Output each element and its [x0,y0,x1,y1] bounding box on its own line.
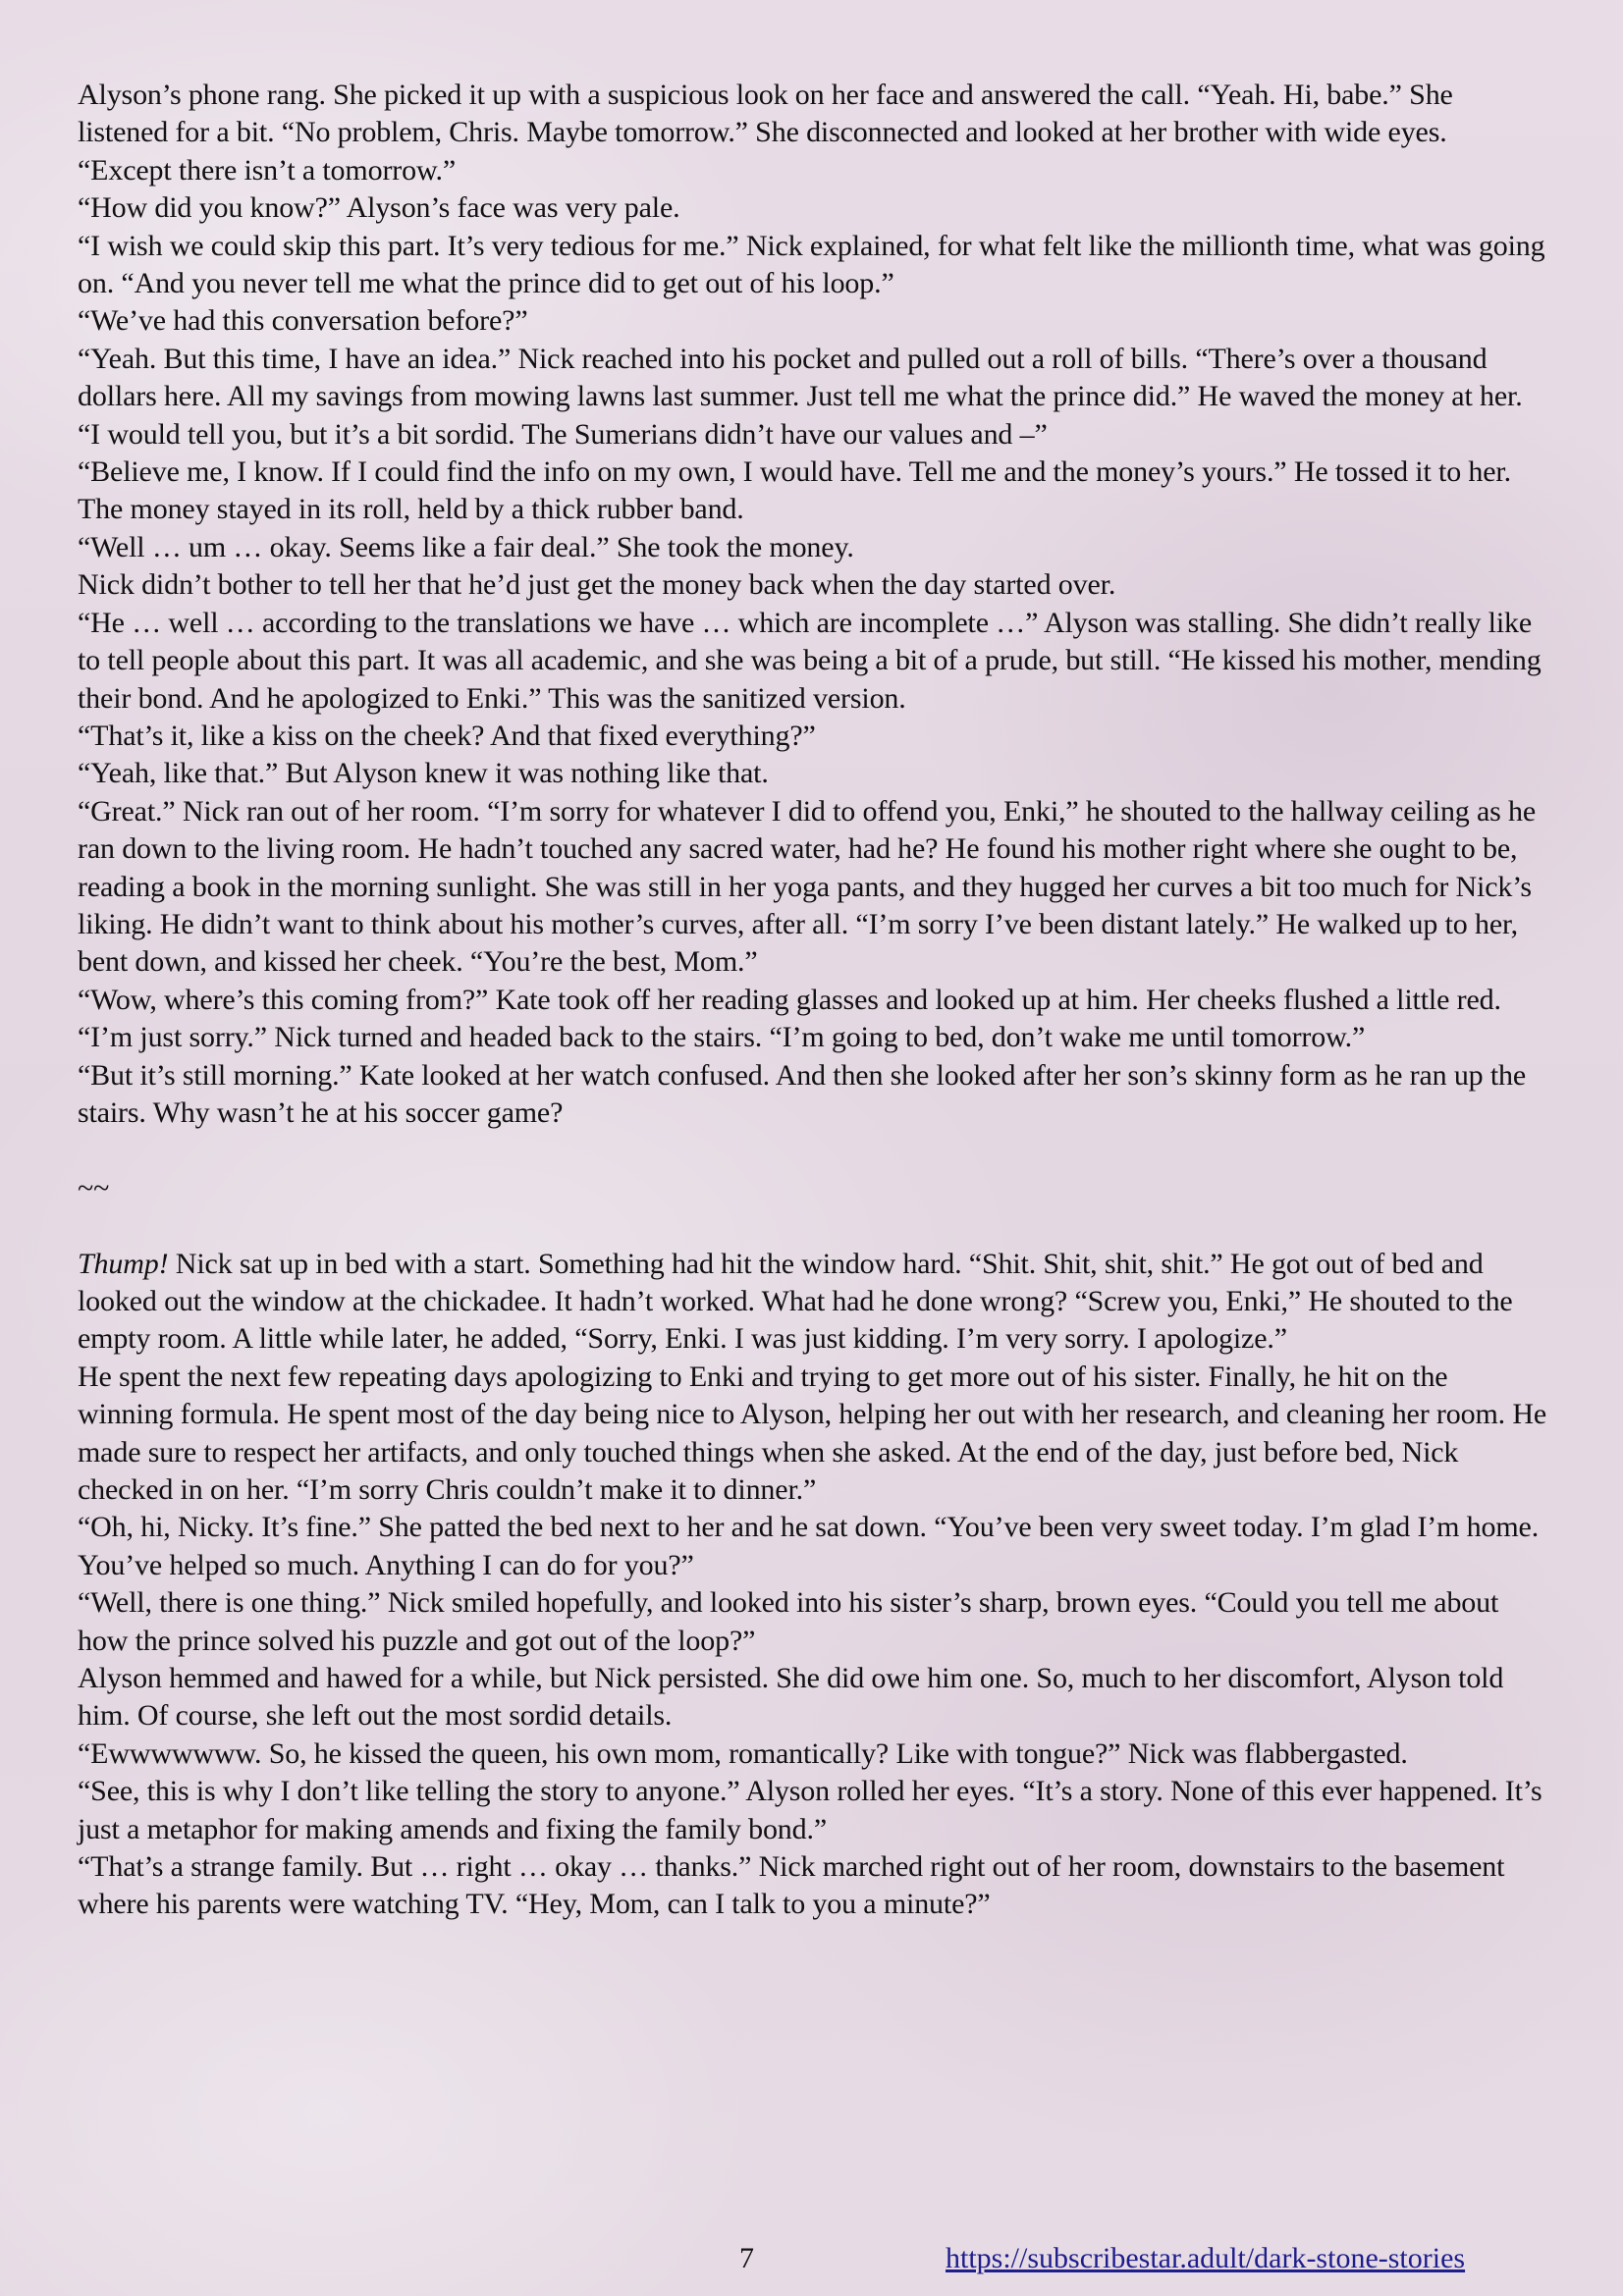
paragraph: Alyson’s phone rang. She picked it up with a suspicious look on her face and answered the call. “Yeah. Hi, babe.” She listened for a bit. “No problem, Chris. Maybe tomorrow.” She disconnected and looked at her brother with wide eyes. [78,79,1453,149]
paragraph: Nick didn’t bother to tell her that he’d just get the money back when the day started over. [78,568,1116,602]
paragraph: “Well … um … okay. Seems like a fair deal.” She took the money. [78,530,854,563]
paragraph: “Oh, hi, Nicky. It’s fine.” She patted the bed next to her and he sat down. “You’ve been very sweet today. I’m glad I’m home. You’ve helped so much. Anything I can do for you?” [78,1511,1540,1581]
paragraph [78,1246,1550,1359]
paragraph: “Well, there is one thing.” Nick smiled hopefully, and looked into his sister’s sharp, brown eyes. “Could you tell me about how the prince solved his puzzle and got out of the loop?” [78,1586,1499,1657]
scene-separator: ~~ [78,1171,110,1204]
thump-text: Nick sat up in bed with a start. Something had hit the window hard. “Shit. Shit, shit, shit.” He got out of bed and looked out the window at the chickadee. It hadn’t worked. What had he done wrong? “Screw you, Enki,” He shouted to the empty room. A little while later, he added, “Sorry, Enki. I was just kidding. I’m very sorry. I apologize.” [78,1247,1513,1356]
page-footer [0,2242,1623,2281]
paragraph: “That’s a strange family. But … right … okay … thanks.” Nick marched right out of her room, downstairs to the basement where his parents were watching TV. “Hey, Mom, can I talk to you a minute?” [78,1850,1505,1921]
paragraph: “Ewwwwwww. So, he kissed the queen, his own mom, romantically? Like with tongue?” Nick was flabbergasted. [78,1736,1408,1770]
paragraph: “See, this is why I don’t like telling the story to anyone.” Alyson rolled her eyes. “It’s a story. None of this ever happened. It’s just a metaphor for making amends and fixing the family bond.” [78,1775,1542,1845]
paragraph: Alyson hemmed and hawed for a while, but Nick persisted. She did owe him one. So, much to her discomfort, Alyson told him. Of course, she left out the most sordid details. [78,1662,1504,1733]
paragraph: “How did you know?” Alyson’s face was very pale. [78,191,680,225]
thump-italic: Thump! [78,1247,169,1280]
page-number: 7 [739,2242,754,2274]
paragraph: “I wish we could skip this part. It’s very tedious for me.” Nick explained, for what felt like the millionth time, what was going on. “And you never tell me what the prince did to get out of his loop.” [78,229,1545,300]
page-body [78,77,1550,1924]
paragraph: “We’ve had this conversation before?” [78,304,528,338]
paragraph: “I would tell you, but it’s a bit sordid. The Sumerians didn’t have our values and –” [78,417,1048,451]
paragraph: “But it’s still morning.” Kate looked at her watch confused. And then she looked after her son’s skinny form as he ran up the stairs. Why wasn’t he at his soccer game? [78,1058,1527,1129]
blank-line [78,1207,1550,1245]
paragraph: “Except there isn’t a tomorrow.” [78,153,457,187]
paragraph: He spent the next few repeating days apologizing to Enki and trying to get more out of his sister. Finally, he hit on the winning formula. He spent most of the day being nice to Alyson, helping her out with her research, and cleaning her room. He made sure to respect her artifacts, and only touched things when she asked. At the end of the day, just before bed, Nick checked in on her. “I’m sorry Chris couldn’t make it to dinner.” [78,1360,1547,1506]
paragraph: “He … well … according to the translations we have … which are incomplete …” Alyson was stalling. She didn’t really like to tell people about this part. It was all academic, and she was being a bit of a prude, but still. “He kissed his mother, mending their bond. And he apologized to Enki.” This was the sanitized version. [78,606,1542,715]
paragraph: “That’s it, like a kiss on the cheek? And that fixed everything?” [78,719,816,752]
blank-line [78,1132,1550,1169]
paragraph: “Believe me, I know. If I could find the info on my own, I would have. Tell me and the money’s yours.” He tossed it to her. The money stayed in its roll, held by a thick rubber band. [78,455,1511,526]
paragraph: “Wow, where’s this coming from?” Kate took off her reading glasses and looked up at him. Her cheeks flushed a little red. [78,983,1501,1016]
paragraph: “Yeah. But this time, I have an idea.” Nick reached into his pocket and pulled out a roll of bills. “There’s over a thousand dollars here. All my savings from mowing lawns last summer. Just tell me what the prince did.” He waved the money at her. [78,342,1523,413]
paragraph: “Yeah, like that.” But Alyson knew it was nothing like that. [78,757,769,790]
subscribestar-link[interactable]: https://subscribestar.adult/dark-stone-stories [946,2242,1466,2274]
paragraph: “Great.” Nick ran out of her room. “I’m sorry for whatever I did to offend you, Enki,” he shouted to the hallway ceiling as he ran down to the living room. He hadn’t touched any sacred water, had he? He found his mother right where she ought to be, reading a book in the morning sunlight. She was still in her yoga pants, and they hugged her curves a bit too much for Nick’s liking. He didn’t want to think about his mother’s curves, after all. “I’m sorry I’ve been distant lately.” He walked up to her, bent down, and kissed her cheek. “You’re the best, Mom.” [78,794,1537,979]
paragraph: “I’m just sorry.” Nick turned and headed back to the stairs. “I’m going to bed, don’t wake me until tomorrow.” [78,1021,1366,1054]
